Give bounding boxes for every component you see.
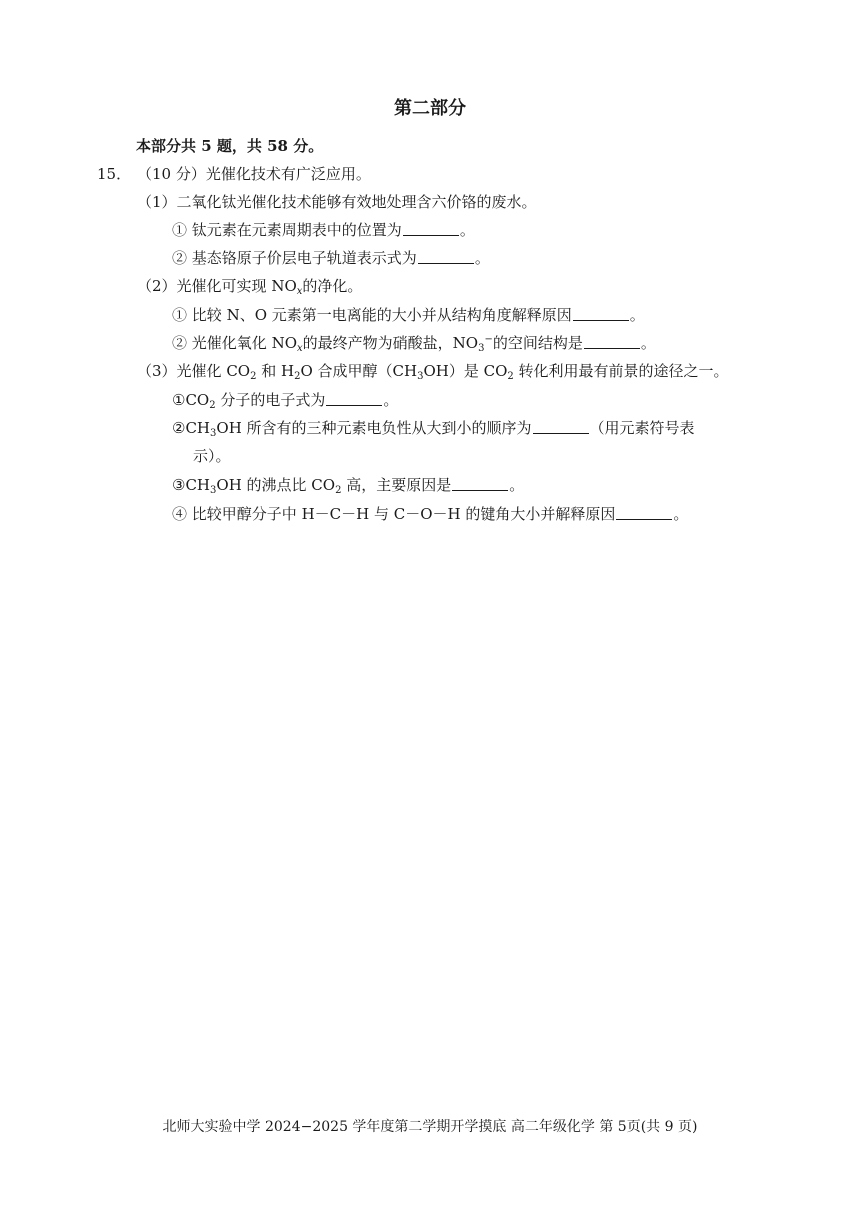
item-marker: ①	[172, 221, 188, 239]
item-marker: ④	[172, 505, 188, 523]
answer-blank[interactable]	[616, 505, 672, 520]
answer-blank[interactable]	[584, 334, 640, 349]
question-number: 15．	[97, 165, 132, 183]
part-3-item-3: $③CH_3OH$ 的沸点比 $CO_2$ 高，主要原因是 。	[172, 476, 525, 496]
part-3-item-2-continuation: 示）。	[193, 447, 231, 465]
part-3-label: （3）	[137, 362, 177, 380]
answer-blank[interactable]	[326, 391, 382, 406]
section-title: 第二部分	[394, 98, 466, 119]
item-marker: ①	[172, 391, 186, 409]
part-1-item-2: ② 基态铬原子价层电子轨道表示式为 。	[172, 249, 490, 267]
part-3-item-1: $①CO_2$ 分子的电子式为 。	[172, 391, 399, 411]
part-3: （3）光催化 $CO_2$ 和 $H_2O$ 合成甲醇$(CH_3OH)$是 $CO_2$ 转化利用最有前景的途径之一。	[137, 362, 729, 382]
answer-blank[interactable]	[573, 306, 629, 321]
part-1-text: 二氧化钛光催化技术能够有效地处理含六价铬的废水。	[176, 193, 537, 211]
part-3-item-4: ④ 比较甲醇分子中 H－C－H 与 C－O－H 的键角大小并解释原因 。	[172, 505, 689, 523]
part-1-item-1: ① 钛元素在元素周期表中的位置为 。	[172, 221, 475, 239]
item-marker: ②	[172, 419, 186, 437]
answer-blank[interactable]	[403, 221, 459, 236]
item-marker: ①	[172, 306, 188, 324]
part-2-label: （2）	[137, 277, 177, 295]
item-marker: ③	[172, 476, 186, 494]
section-intro: 本部分共 5 题，共 58 分。	[136, 137, 324, 155]
item-marker: ②	[172, 249, 188, 267]
item-marker: ②	[172, 334, 188, 352]
answer-blank[interactable]	[533, 419, 589, 434]
part-2: （2）光催化可实现 $NO_x$的净化。	[137, 277, 363, 297]
answer-blank[interactable]	[418, 249, 474, 264]
part-2-item-1: ① 比较 N、O 元素第一电离能的大小并从结构角度解释原因 。	[172, 306, 645, 324]
part-1-label: （1）	[137, 193, 177, 211]
answer-blank[interactable]	[452, 476, 508, 491]
question-head: （10 分）光催化技术有广泛应用。	[137, 165, 371, 183]
part-3-item-2: $②CH_3OH$ 所含有的三种元素电负性从大到小的顺序为 （用元素符号表	[172, 419, 695, 439]
part-1	[137, 192, 537, 212]
part-2-item-2: ② 光催化氧化 $NO_x$的最终产物为硝酸盐，$NO_3^-$的空间结构是 。	[172, 334, 656, 354]
page-footer: 北师大实验中学 2024−2025 学年度第二学期开学摸底 高二年级化学 第 5页(共 9 页)	[162, 1119, 698, 1135]
